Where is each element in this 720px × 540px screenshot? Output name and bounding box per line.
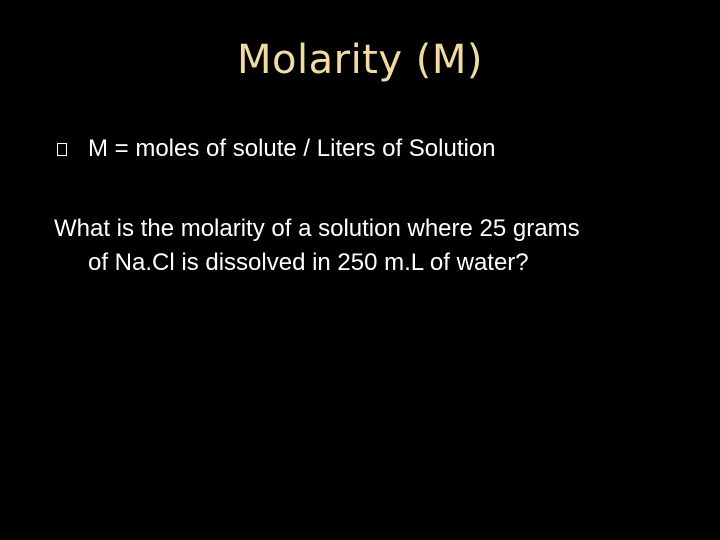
checkbox-bullet-icon xyxy=(57,143,67,156)
question-line-1: What is the molarity of a solution where 25 grams xyxy=(54,215,580,242)
question-paragraph xyxy=(54,212,684,280)
question-line-2: of Na.Cl is dissolved in 250 m.L of water? xyxy=(88,249,529,276)
bullet-item xyxy=(54,133,694,165)
slide-title: Molarity (M) xyxy=(237,37,483,83)
formula-text: M = moles of solute / Liters of Solution xyxy=(88,135,496,162)
